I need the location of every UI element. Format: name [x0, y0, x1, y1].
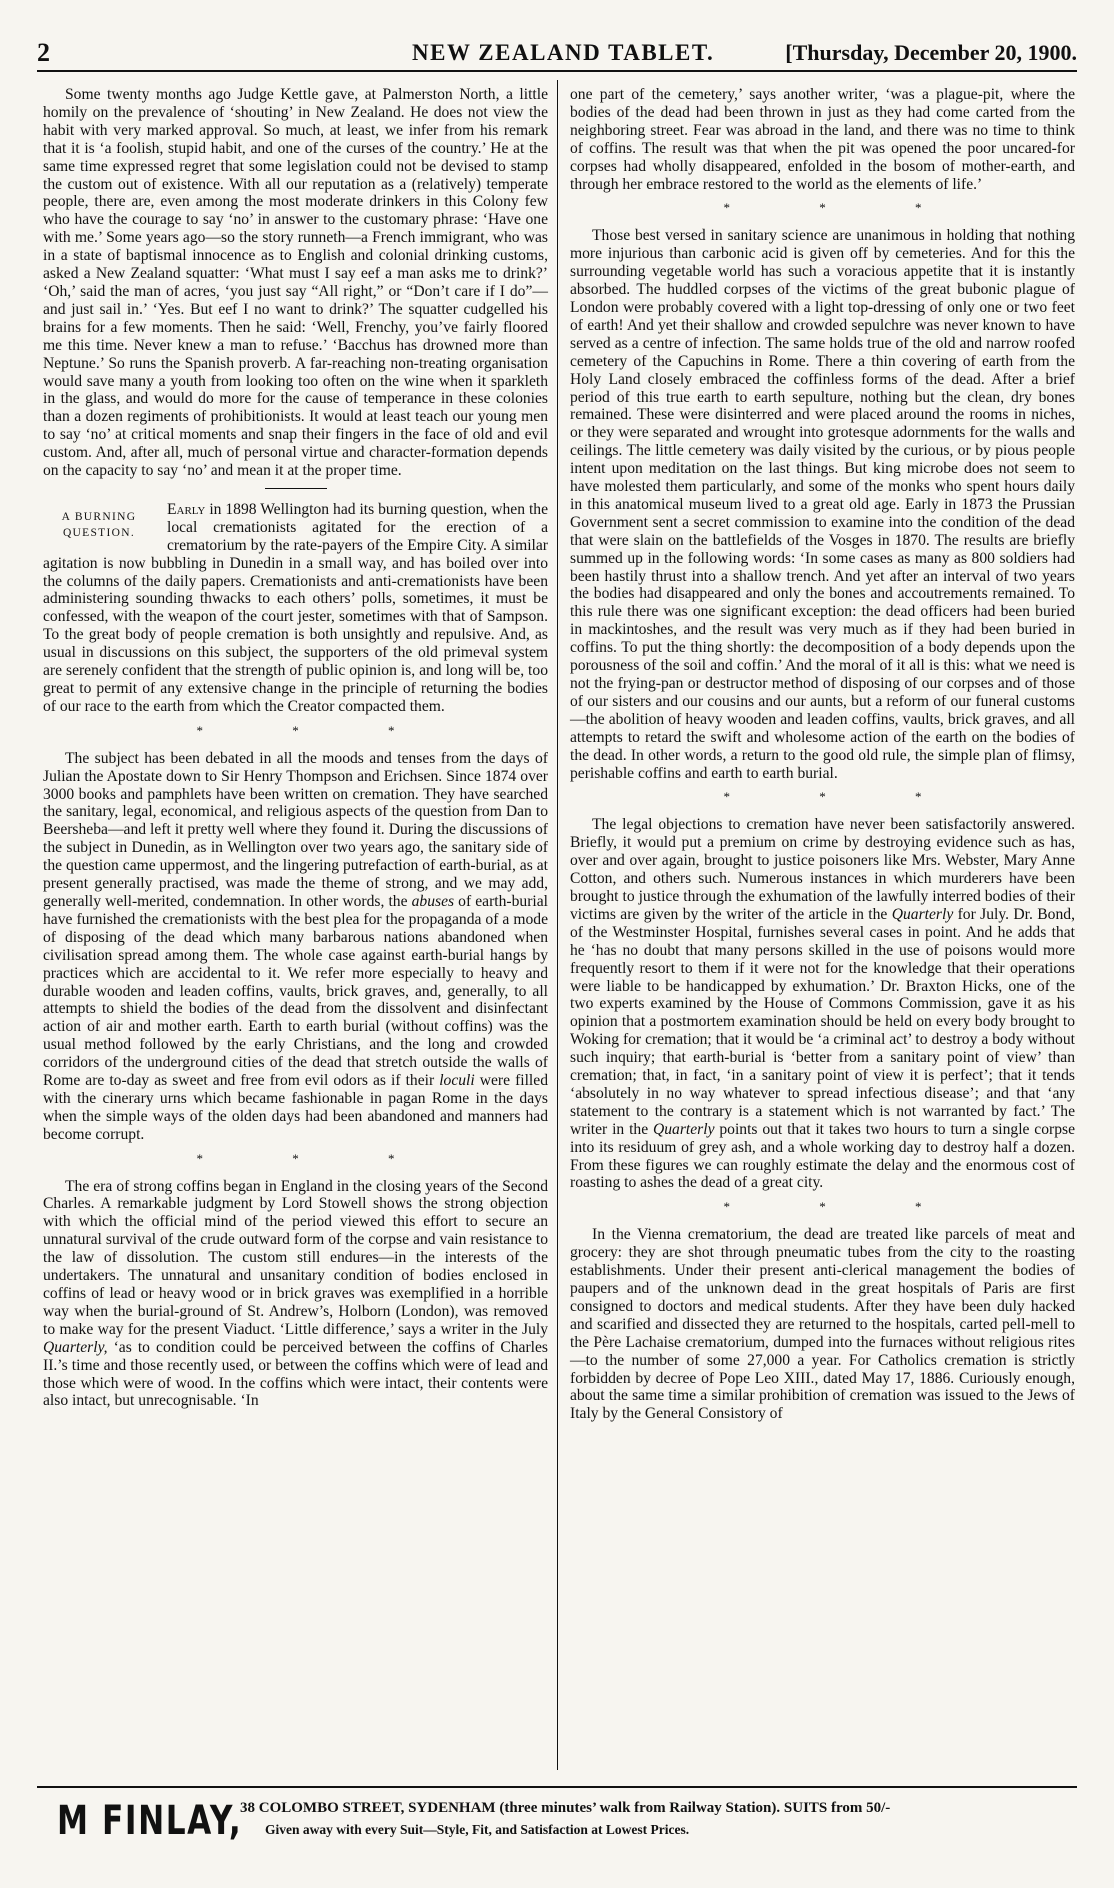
page-number: 2	[37, 38, 50, 67]
advertisement-tagline: Given away with every Suit—Style, Fit, and Satisfaction at Lowest Prices.	[265, 1822, 690, 1837]
text-segment: were filled with the cinerary urns which became fashionable in pagan Rome in the days when the simple ways of the olden days had been abandoned and manners had become corrupt.	[43, 1072, 548, 1143]
text-segment: The subject has been debated in all the moods and tenses from the days of Julian the Apostate down to Sir Henry Thompson and Erichsen. Since 1874 over 3000 books and pamphlets have been written on cremation. They have searched the sanitary, legal, economical, and religious aspects of the question from Dan to Beersheba—and left it pretty well where they found it. During the discussions of the subject in Dunedin, as in Wellington over two years ago, the sanitary side of the question came uppermost, and the lingering putrefaction of earth-burial, as at present generally practised, was made the theme of strong, and we may add, generally well-merited, condemnation. In other words, the	[43, 749, 548, 910]
text-segment: of earth-burial have furnished the cremationists with the best plea for the propaganda of a mode of disposing of the dead which many barbarous nations abandoned when civilisation spread among them. The whole case against earth-burial hangs by practices which are accidental to it. We refer more especially to heavy and durable wooden and leaden coffins, vaults, brick graves, and, generally, to all attempts to shield the bodies of the dead from the dissolvent and disinfectant action of air and mother earth. Earth to earth burial (without coffins) was the usual method followed by the early Christians, and the long and crowded corridors of the underground cities of the dead that stretch outside the walls of Rome are to-day as sweet and free from evil odors as if their	[43, 892, 548, 1090]
italic-term: Quarterly	[652, 1120, 715, 1138]
paragraph-plague-pit: one part of the cemetery,’ says another writer, ‘was a plague-pit, where the bodies of the dead had been thrown in just as they had come carted from the neighboring street. Fear was abroad in the land, and there was no time to think of coffins. The result was that when the pit was opened the poor uncared-for corpses had wholly disappeared, enfolded in the bosom of mother-earth, and through her embrace restored to the world as the elements of life.’	[570, 86, 1075, 193]
page-header	[37, 38, 1077, 68]
text-segment: ‘as to condition could be perceived between the coffins of Charles II.’s time and those recently used, or between the coffins which were of lead and those which were of wood. In the coffins which were intact, their contents were also intact, but unrecognisable. ‘In	[43, 1338, 548, 1410]
section-stars: * * *	[196, 722, 395, 738]
italic-term: loculi	[439, 1072, 475, 1090]
newspaper-title: NEW ZEALAND TABLET.	[412, 40, 715, 65]
section-rule	[265, 488, 327, 489]
paragraph-crematorium-text: in 1898 Wellington had its burning question, when the local cremationists agitated for the erection of a crematorium by the rate-payers of the Empire City. A similar agitation is now bubbling in Dunedin in a small way, and has boiled over into the columns of the daily papers. Cremationists and anti-cremationists have been administering sounding thwacks to each others’ polls, sometimes, it must be confessed, with the weapon of the court jester, sometimes with that of Sampson. To the great body of people cremation is both unsightly and repulsive. And, as usual in discussions on this subject, the supporters of the old primeval system are serenely confident that the strength of public opinion is, and long will be, too great to permit of any extensive change in the principle of returning the bodies of our race to the earth from which the Creator compacted them.	[43, 500, 548, 715]
paragraph-strong-coffins	[43, 1178, 548, 1411]
section-stars: * * *	[723, 1199, 922, 1215]
italic-term: Quarterly	[891, 905, 954, 923]
section-stars: * * *	[723, 200, 922, 216]
issue-date: [Thursday, December 20, 1900.	[785, 40, 1077, 65]
column-divider	[557, 80, 558, 1770]
paragraph-vienna: In the Vienna crematorium, the dead are treated like parcels of meat and grocery: they are shot through pneumatic tubes from the city to the roasting establishments. Under their present anti-clerical management the bodies of paupers and of the unknown dead in the great hospitals of Paris are first consigned to doctors and medical students. After they have been duly hacked and scarified and dissected they are returned to the hospitals, carted pell-mell to the Père Lachaise crematorium, dumped into the furnaces without religious rites—to the number of some 27,000 a year. For Catholics cremation is strictly forbidden by decree of Pope Leo XIII., dated May 17, 1886. Curiously enough, about the same time a similar prohibition of cremation was issued to the Jews of Italy by the General Consistory of	[570, 1226, 1075, 1423]
advertisement-footer	[37, 1794, 1077, 1854]
paragraph-debated	[43, 750, 548, 1144]
paragraph-legal-objections	[570, 816, 1075, 1192]
advertiser-name: M FINLAY,	[57, 1798, 243, 1844]
advertisement-address: 38 COLOMBO STREET, SYDENHAM (three minutes’ walk from Railway Station). SUITS from 50/-	[240, 1800, 891, 1816]
lead-word: Early	[167, 500, 206, 518]
italic-term: abuses	[411, 892, 455, 910]
text-segment: for July. Dr. Bond, of the Westminster Hospital, furnishes several cases in point. And he adds that he ‘has no doubt that many persons skilled in the use of poisons would more frequently resort to them if it were not for the knowledge that their operations were liable to be handicapped by exhumation.’ Dr. Braxton Hicks, one of the two experts examined by the House of Commons Commission, gave it as his opinion that a postmortem examination should be held on every body brought to Woking for cremation; that it would be ‘a criminal act’ to destroy a body without such inquiry; that earth-burial is ‘better from a sanitary point of view’ than cremation; that, in fact, ‘in a sanitary point of view it is perfect’; that it tends ‘absolutely in no way whatever to spread infectious disease’; and that ‘any statement to the contrary is a statement which is not warranted by fact.’ The writer in the	[570, 905, 1075, 1138]
text-segment: points out that it takes two hours to turn a single corpse into its residuum of grey ash, and a whole working day to destroy half a dozen. From these figures we can roughly estimate the delay and the enormous cost of roasting to ashes the dead of a great city.	[570, 1120, 1075, 1192]
side-heading: A BURNING QUESTION.	[61, 510, 137, 539]
section-stars: * * *	[196, 1150, 395, 1166]
text-segment: The era of strong coffins began in England in the closing years of the Second Charles. A remarkable judgment by Lord Stowell shows the strong objection with which the official mind of the period viewed this effort to secure an unnatural survival of the crude outward form of the corpse and vain resistance to the law of dissolution. The custom still endures—in the interests of the undertakers. The unnatural and unsanitary condition of bodies enclosed in coffins of lead or heavy wood or in brick graves was exemplified in a horrible way when the burial-ground of St. Andrew’s, Holborn (London), was removed to make way for the present Viaduct. ‘Little difference,’ says a writer in the July	[43, 1177, 548, 1338]
footer-rule	[37, 1786, 1077, 1788]
text-segment: The legal objections to cremation have never been satisfactorily answered. Briefly, it would put a premium on crime by destroying evidence such as has, over and over again, brought to justice poisoners like Mrs. Webster, Mary Anne Cotton, and others such. Numerous instances in which murderers have been brought to justice through the exhumation of the lawfully interred bodies of their victims are given by the writer of the article in the	[570, 816, 1075, 923]
header-rule	[37, 70, 1077, 72]
left-column	[43, 86, 548, 1410]
burning-question-section	[43, 501, 548, 716]
paragraph-shouting: Some twenty months ago Judge Kettle gave, at Palmerston North, a little homily on the prevalence of ‘shouting’ in New Zealand. He does not view the habit with very marked approval. So much, at least, we infer from his remark that it is ‘a foolish, stupid habit, and one of the curses of the country.’ He at the same time expressed regret that some legislation could not be devised to stamp the custom out of existence. With all our reputation as a (relatively) temperate people, there are, even among the most moderate drinkers in this Colony few who have the courage to say ‘no’ in answer to the customary phrase: ‘Have one with me.’ Some years ago—so the story runneth—a French immigrant, who was in a state of baptismal innocence as to English and colonial drinking customs, asked a New Zealand squatter: ‘What must I say eef a man asks me to drink?’ ‘Oh,’ said the man of acres, ‘you just say “All right,” or “Don’t care if I do”—and just sail in.’ ‘Yes. But eef I no want to drink?’ The squatter cudgelled his brains for a few moments. Then he said: ‘Well, Frenchy, you’ve fairly floored me this time. Never knew a man to refuse.’ ‘Bacchus has drowned more than Neptune.’ So runs the Spanish proverb. A far-reaching non-treating organisation would save many a youth from looking too often on the wine when it sparkleth in the glass, and would do more for the cause of temperance in these colonies than a dozen regiments of prohibitionists. It would at least teach our young men to say ‘no’ at critical moments and snap their fingers in the face of old and evil custom. And, after all, much of personal virtue and character-formation depends on the capacity to say ‘no’ and mean it at the proper time.	[43, 86, 548, 480]
paragraph-sanitary-science: Those best versed in sanitary science are unanimous in holding that nothing more injurious than carbonic acid is given off by cemeteries. And for this the surrounding vegetable world has such a voracious appetite that it is instantly absorbed. The huddled corpses of the victims of the great bubonic plague of London were probably covered with a light top-dressing of only one or two feet of earth! And yet their shallow and crowded sepulchre was never known to have served as a centre of infection. The same holds true of the old and narrow roofed cemetery of the Capuchins in Rome. There a thin covering of earth from the Holy Land closely embraced the coffinless forms of the dead. After a brief period of this true earth to earth sepulture, nothing but the clean, dry bones remained. These were disinterred and were placed around the rooms in niches, or they were separated and wrought into grotesque adornments for the walls and ceilings. The little cemetery was daily visited by the curious, or by pious people intent upon meditation on the last things. But king microbe does not seem to have molested them particularly, and some of the monks who spent hours daily in this anatomical museum lived to a great old age. Early in 1873 the Prussian Government sent a secret commission to examine into the condition of the dead that were slain on the battlefields of the Vosges in 1870. The results are briefly summed up in the following words: ‘In some cases as many as 800 soldiers had been hastily thrust into a shallow trench. And yet after an interval of two years the bodies had disappeared and only the bones and accoutrements remained. To this rule there was one significant exception: the dead officers had been buried in mackintoshes, and the result was very much as if they had been buried in coffins. To put the thing shortly: the decomposition of a body depends upon the porousness of the soil and coffin.’ And the moral of it all is this: what we need is not the frying-pan or destructor method of disposing of our corpses and of those of our sisters and our cousins and our aunts, but a reform of our funeral customs—the abolition of heavy wooden and leaden coffins, vaults, brick graves, and all attempts to retard the swift and wholesome action of the earth on the bodies of the dead. In other words, a return to the good old rule, the simple plan of flimsy, perishable coffins and earth to earth burial.	[570, 227, 1075, 782]
right-column	[570, 86, 1075, 1423]
section-stars: * * *	[723, 789, 922, 805]
italic-term: Quarterly,	[43, 1338, 108, 1356]
